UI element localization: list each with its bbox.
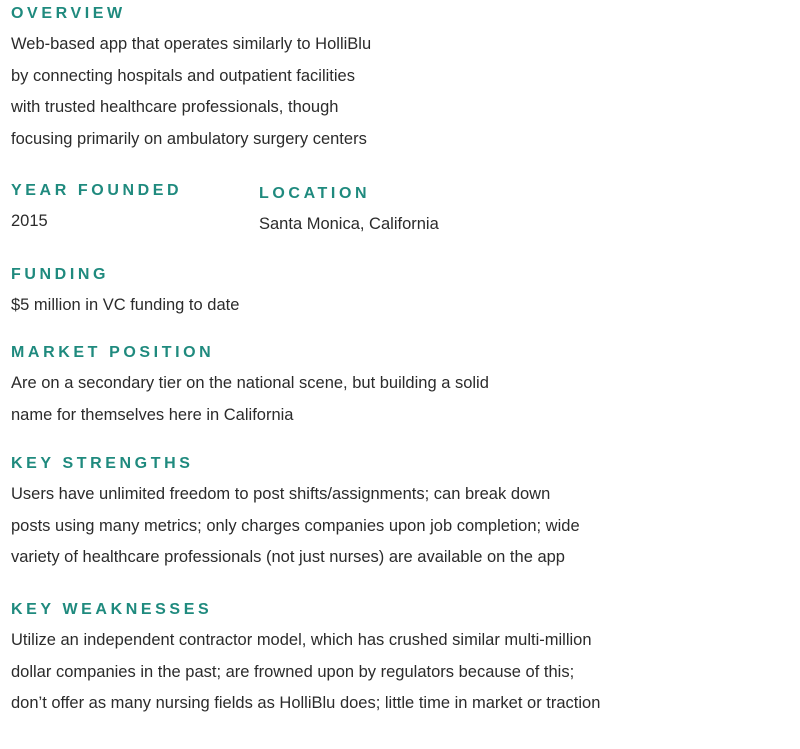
location-heading: LOCATION [259,185,371,202]
year-founded-text: 2015 [11,212,48,230]
year-founded-heading: YEAR FOUNDED [11,182,183,199]
funding-value [11,290,239,322]
location-value [259,209,439,241]
funding-heading: FUNDING [11,266,110,283]
funding-text: $5 million in VC funding to date [11,296,240,314]
overview-line: by connecting hospitals and outpatient facilities [11,66,355,85]
overview-text [11,29,371,155]
key-strengths-line: Users have unlimited freedom to post shifts/assignments; can break down [11,485,551,503]
key-weaknesses-line: don’t offer as many nursing fields as HolliBlu does; little time in market or traction [11,694,601,712]
overview-line: Web-based app that operates similarly to HolliBlu [11,35,372,53]
market-position-heading: MARKET POSITION [11,344,215,361]
key-strengths-line: posts using many metrics; only charges companies upon job completion; wide [11,516,580,535]
key-weaknesses-text [11,625,600,720]
key-strengths-text [11,479,580,574]
overview-heading: OVERVIEW [11,5,126,22]
key-weaknesses-heading: KEY WEAKNESSES [11,601,213,618]
key-weaknesses-line: dollar companies in the past; are frowned upon by regulators because of this; [11,662,575,681]
overview-line: with trusted healthcare professionals, though [11,98,339,116]
year-founded-value [11,206,48,238]
overview-line: focusing primarily on ambulatory surgery centers [11,129,367,148]
key-strengths-line: variety of healthcare professionals (not just nurses) are available on the app [11,548,565,566]
market-position-line: Are on a secondary tier on the national scene, but building a solid [11,374,489,392]
location-text: Santa Monica, California [259,215,439,233]
market-position-text [11,368,489,431]
market-position-line: name for themselves here in California [11,405,294,424]
key-strengths-heading: KEY STRENGTHS [11,455,194,472]
key-weaknesses-line: Utilize an independent contractor model, which has crushed similar multi-million [11,631,592,649]
